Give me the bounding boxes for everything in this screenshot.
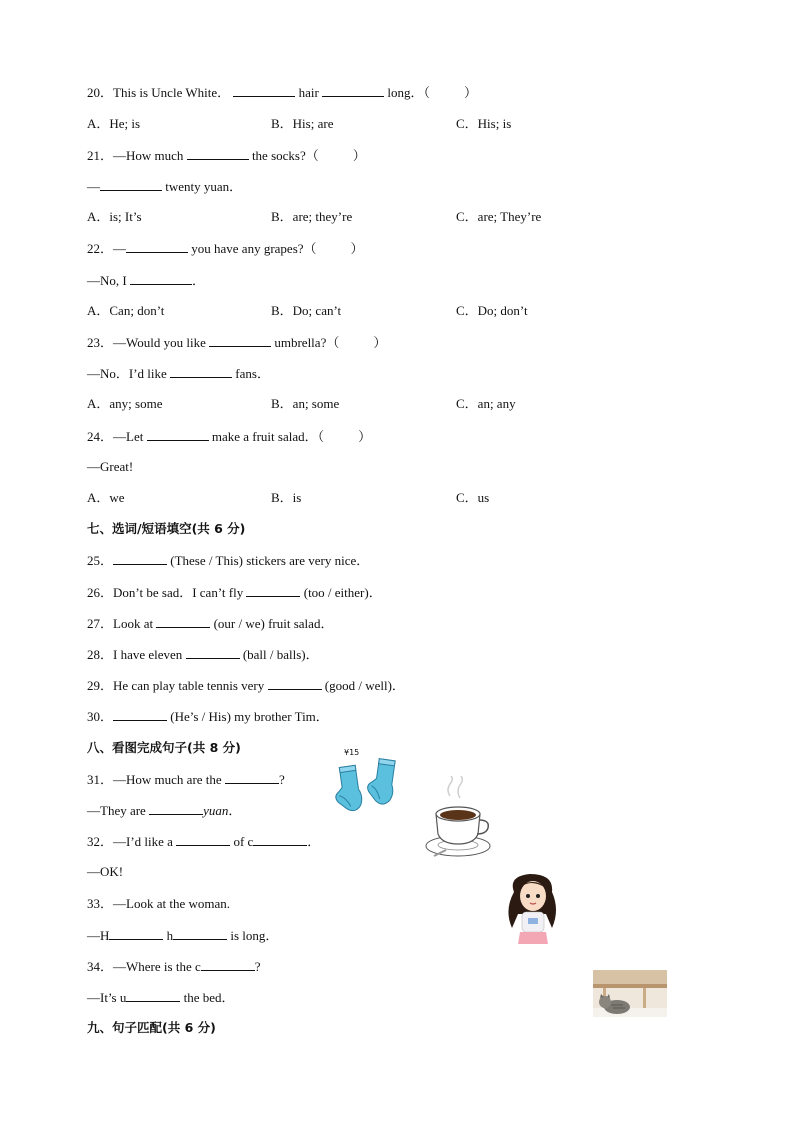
question-text: Don’t be sad．I can’t fly bbox=[113, 585, 244, 600]
reply-text: — bbox=[87, 179, 100, 194]
answer-blank[interactable] bbox=[156, 615, 210, 628]
question-number: 33． bbox=[87, 896, 114, 911]
reply-text: h bbox=[166, 928, 174, 943]
question-text: (He’s / His) my brother Tim． bbox=[170, 709, 329, 724]
question-number: 25． bbox=[87, 553, 114, 568]
question-31 bbox=[87, 771, 285, 788]
question-22 bbox=[87, 240, 364, 257]
answer-blank[interactable] bbox=[170, 365, 232, 378]
question-text: (too / either)． bbox=[303, 585, 382, 600]
question-22-reply bbox=[87, 272, 205, 289]
question-number: 24． bbox=[87, 429, 114, 444]
reply-text: —They are bbox=[87, 803, 146, 818]
section-9-title: 九、句子匹配(共 6 分) bbox=[87, 1020, 216, 1035]
option-b[interactable]: B．are; they’re bbox=[271, 209, 353, 224]
answer-blank[interactable] bbox=[209, 334, 271, 347]
answer-blank[interactable] bbox=[100, 178, 162, 191]
answer-blank[interactable] bbox=[113, 708, 167, 721]
coffee-cup-icon bbox=[424, 776, 492, 862]
question-32 bbox=[87, 833, 320, 850]
answer-blank[interactable] bbox=[109, 927, 163, 940]
question-number: 23． bbox=[87, 335, 114, 350]
question-text: make a fruit salad．（ bbox=[211, 429, 325, 444]
paren-close: ） bbox=[352, 148, 366, 163]
question-33 bbox=[87, 896, 230, 912]
price-tag-label: ¥15 bbox=[344, 748, 360, 757]
option-a[interactable]: A．is; It’s bbox=[87, 209, 142, 224]
reply-text: —No, I bbox=[87, 273, 127, 288]
question-number: 28． bbox=[87, 647, 114, 662]
reply-text: —It’s u bbox=[87, 990, 127, 1005]
question-text: —How much are the bbox=[113, 772, 222, 787]
question-text: Look at bbox=[113, 616, 154, 631]
question-24 bbox=[87, 428, 371, 445]
question-text: umbrella?（ bbox=[274, 335, 340, 350]
option-c[interactable]: C．us bbox=[456, 490, 490, 505]
question-33-reply bbox=[87, 927, 278, 944]
socks-picture bbox=[332, 748, 407, 816]
question-text: (our / we) fruit salad． bbox=[213, 616, 334, 631]
question-28 bbox=[87, 646, 319, 663]
reply-text: fans． bbox=[235, 366, 270, 381]
question-number: 26． bbox=[87, 585, 114, 600]
answer-blank[interactable] bbox=[225, 771, 279, 784]
paren-close: ） bbox=[350, 241, 364, 256]
answer-blank[interactable] bbox=[173, 927, 227, 940]
coffee-cup-picture bbox=[424, 776, 492, 862]
socks-icon bbox=[332, 748, 407, 816]
option-b[interactable]: B．His; are bbox=[271, 116, 334, 131]
option-a[interactable]: A．we bbox=[87, 490, 125, 505]
question-number: 30． bbox=[87, 709, 114, 724]
option-c[interactable]: C．are; They’re bbox=[456, 209, 542, 224]
question-text: —Look at the woman. bbox=[113, 896, 230, 911]
question-text: ? bbox=[278, 772, 285, 787]
reply-text: ． bbox=[228, 803, 242, 818]
question-number: 32． bbox=[87, 834, 114, 849]
answer-blank[interactable] bbox=[126, 240, 188, 253]
question-31-reply bbox=[87, 802, 241, 819]
option-c[interactable]: C．His; is bbox=[456, 116, 512, 131]
question-21-reply bbox=[87, 178, 242, 195]
cat-under-bed-picture bbox=[593, 970, 667, 1017]
question-20 bbox=[87, 84, 477, 101]
question-number: 31． bbox=[87, 772, 114, 787]
answer-blank[interactable] bbox=[176, 833, 230, 846]
answer-blank[interactable] bbox=[201, 958, 255, 971]
reply-text: is long． bbox=[230, 928, 279, 943]
question-number: 20． bbox=[87, 85, 114, 100]
option-b[interactable]: B．an; some bbox=[271, 396, 340, 411]
question-text: —Where is the c bbox=[113, 959, 201, 974]
question-text: (good / well)． bbox=[324, 678, 405, 693]
question-text: of c bbox=[233, 834, 254, 849]
question-text: He can play table tennis very bbox=[113, 678, 265, 693]
question-text: you have any grapes?（ bbox=[191, 241, 317, 256]
answer-blank[interactable] bbox=[322, 84, 384, 97]
answer-blank[interactable] bbox=[186, 646, 240, 659]
question-number: 34． bbox=[87, 959, 114, 974]
question-23-reply bbox=[87, 365, 270, 382]
option-b[interactable]: B．Do; can’t bbox=[271, 303, 342, 318]
question-number: 22． bbox=[87, 241, 114, 256]
question-34 bbox=[87, 958, 261, 975]
answer-blank[interactable] bbox=[187, 147, 249, 160]
question-30 bbox=[87, 708, 329, 725]
question-text: ? bbox=[254, 959, 261, 974]
question-text: — bbox=[113, 241, 127, 256]
question-text: hair bbox=[298, 85, 319, 100]
question-26 bbox=[87, 584, 382, 601]
option-a[interactable]: A．any; some bbox=[87, 396, 163, 411]
section-8-title: 八、看图完成句子(共 8 分) bbox=[87, 740, 241, 755]
reply-text-italic: yuan bbox=[203, 803, 229, 818]
paren-close: ） bbox=[373, 335, 387, 350]
reply-text: ． bbox=[191, 273, 205, 288]
question-21 bbox=[87, 147, 366, 164]
question-number: 29． bbox=[87, 678, 114, 693]
option-c[interactable]: C．Do; don’t bbox=[456, 303, 528, 318]
cat-icon bbox=[593, 970, 667, 1017]
question-number: 27． bbox=[87, 616, 114, 631]
answer-blank[interactable] bbox=[130, 272, 192, 285]
answer-blank[interactable] bbox=[268, 677, 322, 690]
question-34-reply bbox=[87, 989, 235, 1006]
question-32-reply: —OK! bbox=[87, 864, 124, 879]
reply-text: —No．I’d like bbox=[87, 366, 167, 381]
reply-text: twenty yuan． bbox=[165, 179, 243, 194]
question-23 bbox=[87, 334, 386, 351]
answer-blank[interactable] bbox=[147, 428, 209, 441]
reply-text: —H bbox=[87, 928, 110, 943]
question-25 bbox=[87, 552, 369, 569]
question-number: 21． bbox=[87, 148, 114, 163]
question-text: —Let bbox=[113, 429, 144, 444]
option-b[interactable]: B．is bbox=[271, 490, 302, 505]
option-c[interactable]: C．an; any bbox=[456, 396, 516, 411]
reply-text: the bed． bbox=[183, 990, 235, 1005]
answer-blank[interactable] bbox=[113, 552, 167, 565]
question-text: (These / This) stickers are very nice． bbox=[170, 553, 370, 568]
question-text: long．（ bbox=[387, 85, 430, 100]
answer-blank[interactable] bbox=[246, 584, 300, 597]
question-text: —I’d like a bbox=[113, 834, 173, 849]
woman-long-hair-icon bbox=[500, 870, 566, 944]
question-24-reply: —Great! bbox=[87, 459, 134, 474]
question-text: ． bbox=[307, 834, 321, 849]
question-text: (ball / balls)． bbox=[242, 647, 319, 662]
answer-blank[interactable] bbox=[233, 84, 295, 97]
woman-picture bbox=[500, 870, 566, 944]
option-a[interactable]: A．He; is bbox=[87, 116, 141, 131]
paren-close: ） bbox=[463, 85, 477, 100]
option-a[interactable]: A．Can; don’t bbox=[87, 303, 165, 318]
answer-blank[interactable] bbox=[126, 989, 180, 1002]
answer-blank[interactable] bbox=[253, 833, 307, 846]
answer-blank[interactable] bbox=[149, 802, 203, 815]
question-text: I have eleven bbox=[113, 647, 183, 662]
question-text: This is Uncle White． bbox=[113, 85, 231, 100]
question-text: —Would you like bbox=[113, 335, 206, 350]
question-29 bbox=[87, 677, 405, 694]
section-7-title: 七、选词/短语填空(共 6 分) bbox=[87, 521, 246, 536]
paren-close: ） bbox=[358, 429, 372, 444]
question-text: the socks?（ bbox=[251, 148, 319, 163]
question-27 bbox=[87, 615, 333, 632]
question-text: —How much bbox=[113, 148, 184, 163]
